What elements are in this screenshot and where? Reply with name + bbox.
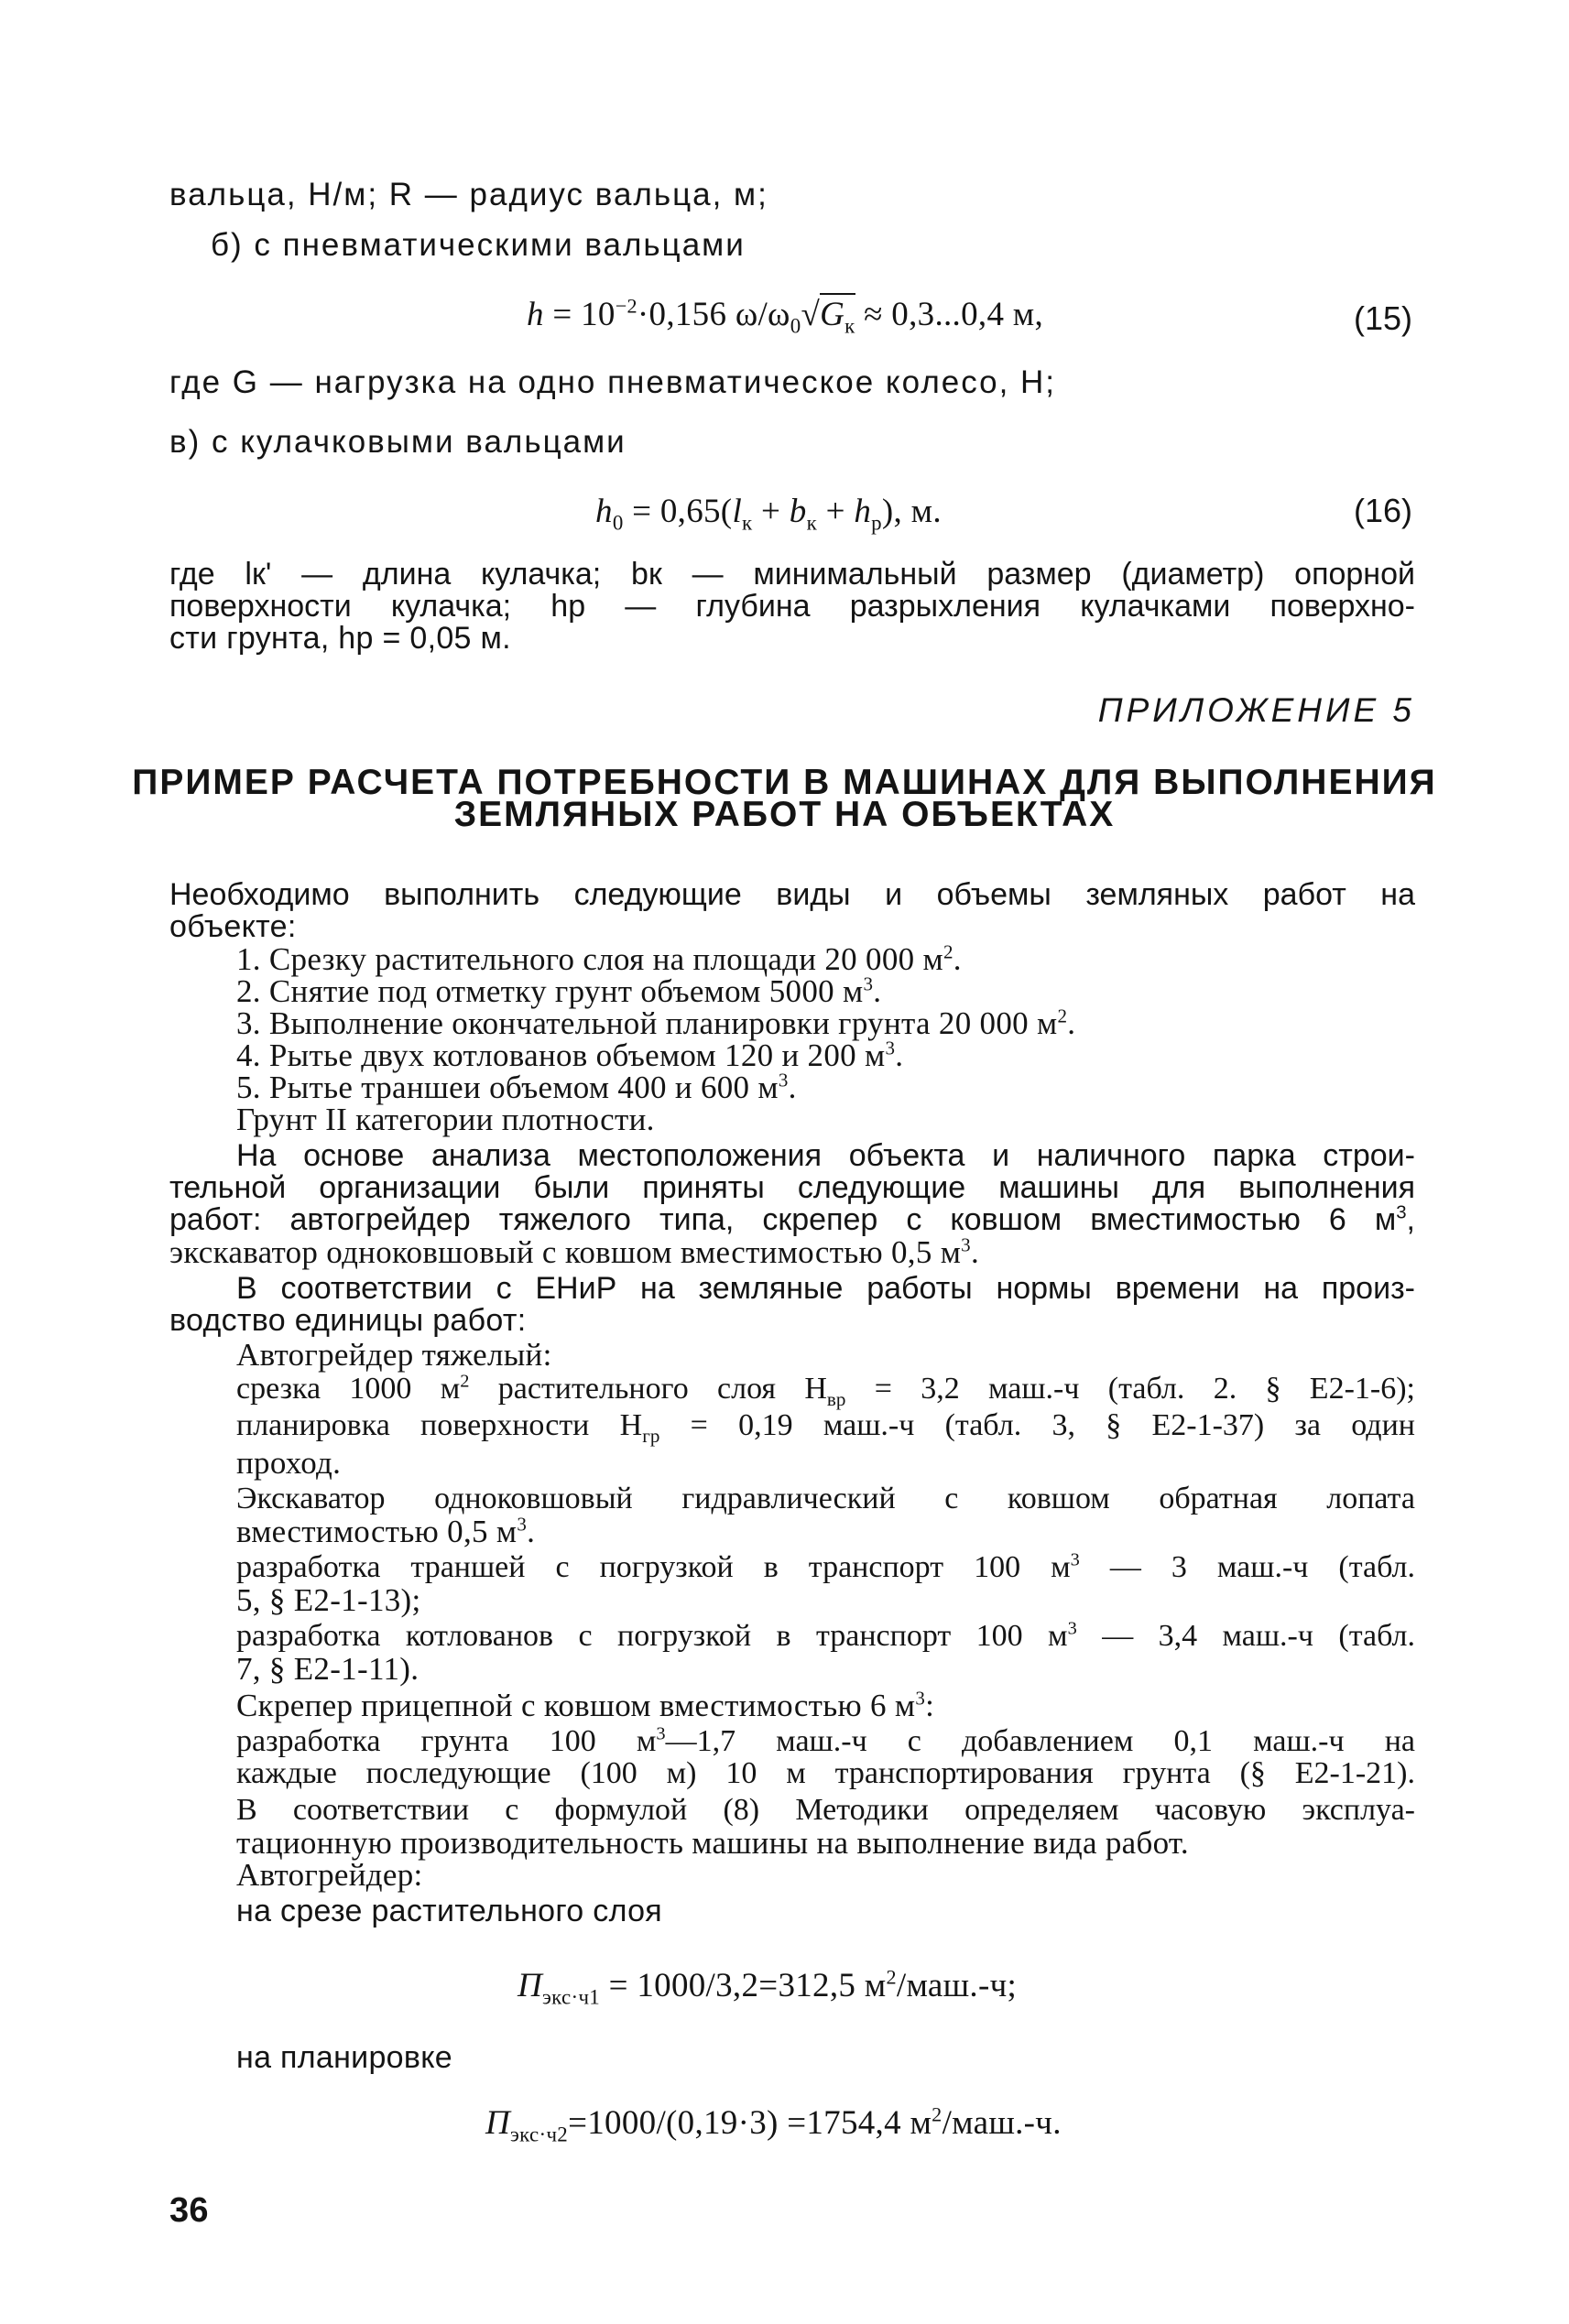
grader-subheading: Автогрейдер: xyxy=(236,1857,423,1893)
list-item-5: 5. Рытье траншеи объемом 400 и 600 $м^3$. xyxy=(236,1069,797,1105)
scraper-norm-cont: каждые последующие (100 м) 10 м транспортирования грунта (§ Е2-1-21). xyxy=(236,1756,1415,1790)
list-item-2: 2. Снятие под отметку грунт объемом 5000 $м^3$. xyxy=(236,972,882,1009)
grader-level-norm: планировка поверхности $Н_{гр} = 0,19$ маш.-ч (табл. 3, § Е2-1-37) за один xyxy=(236,1408,1415,1447)
text-line-1: вальца, Н/м; R — радиус вальца, м; xyxy=(169,177,768,212)
grader-cut-norm: срезка 1000 $м^2$ растительного слоя $Н_{вр} = 3,2$ маш.-ч (табл. 2. § Е2-1-6); xyxy=(236,1371,1415,1410)
section-heading-line-2: ЗЕМЛЯНЫХ РАБОТ НА ОБЪЕКТАХ xyxy=(453,795,1116,834)
excavator-capacity: вместимостью 0,5 $м^3$. xyxy=(236,1513,536,1549)
leveling-label: на планировке xyxy=(236,2040,453,2075)
equation-15: $h = 10^{-2}\cdot 0,156$ $\omega/\omega_0√G_к \approx 0,3...0,4$ м, xyxy=(527,294,1044,338)
equation-15-number: (15) xyxy=(1354,299,1413,337)
equation-16-number: (16) xyxy=(1354,492,1413,529)
text-line-3: где G — нагрузка на одно пневматическое колесо, Н; xyxy=(169,364,1057,400)
paragraph-enir-1: В соответствии с ЕНиР на земляные работы нормы времени на произ- xyxy=(236,1271,1415,1306)
paragraph-enir-2: водство единицы работ: xyxy=(169,1303,527,1338)
scraper-heading: Скрепер прицепной с ковшом вместимостью 6 $м^3$: xyxy=(236,1687,935,1723)
text-line-vallca xyxy=(169,179,768,211)
excavator-heading: Экскаватор одноковшовый гидравлический с ковшом обратная лопата xyxy=(236,1482,1415,1515)
list-item-4: 4. Рытье двух котлованов объемом 120 и 200 $м^3$. xyxy=(236,1037,904,1073)
soil-category: Грунт II категории плотности. xyxy=(236,1102,655,1137)
list-item-v: в) с кулачковыми вальцами xyxy=(169,424,627,460)
excavator-pit-norm-cont: 7, § Е2-1-11). xyxy=(236,1651,419,1687)
excavator-pit-norm: разработка котлованов с погрузкой в транспорт 100 $м^3$ — 3,4 маш.-ч (табл. xyxy=(236,1618,1415,1653)
appendix-label: ПРИЛОЖЕНИЕ 5 xyxy=(1097,691,1415,729)
paragraph-machines-2: тельной организации были приняты следующие машины для выполнения xyxy=(169,1170,1415,1205)
section-heading-line-1: ПРИМЕР РАСЧЕТА ПОТРЕБНОСТИ В МАШИНАХ ДЛЯ ВЫПОЛНЕНИЯ xyxy=(132,763,1437,802)
excavator-trench-norm: разработка траншей с погрузкой в транспорт 100 $м^3$ — 3 маш.-ч (табл. xyxy=(236,1549,1415,1584)
list-item-3: 3. Выполнение окончательной планировки грунта 20 000 $м^2$. xyxy=(236,1005,1076,1041)
equation-productivity-2: $П_{экс\cdot ч2}=1000/(0,19\cdot 3) =1754,4$ $м^2/маш.-ч$. xyxy=(485,2102,1062,2146)
paragraph-intro-cont: объекте: xyxy=(169,909,297,944)
scraper-norm: разработка грунта 100 $м^3—1,7$ маш.-ч с добавлением 0,1 маш.-ч на xyxy=(236,1723,1415,1758)
list-item-1: 1. Срезку растительного слоя на площади 20 000 $м^2$. xyxy=(236,940,962,977)
page-number: 36 xyxy=(169,2191,209,2230)
paragraph-machines-4: экскаватор одноковшовый с ковшом вместимостью 0,5 $м^3$. xyxy=(169,1233,980,1270)
list-item-b: б) с пневматическими вальцами xyxy=(211,227,746,263)
text-line-5: где lк' — длина кулачка; bк — минимальный размер (диаметр) опорной xyxy=(169,557,1415,592)
excavator-trench-norm-cont: 5, § Е2-1-13); xyxy=(236,1582,421,1618)
text-line-6: поверхности кулачка; hр — глубина разрыхления кулачками поверхно- xyxy=(169,589,1415,624)
grader-heading: Автогрейдер тяжелый: xyxy=(236,1337,552,1373)
paragraph-formula-2: тационную производительность машины на выполнение вида работ. xyxy=(236,1825,1189,1861)
equation-16: $h_0 = 0,65(l_к + b_к + h_р)$, м. xyxy=(595,493,942,535)
paragraph-intro: Необходимо выполнить следующие виды и объемы земляных работ на xyxy=(169,877,1415,912)
equation-productivity-1: $П_{экс\cdot ч1} = 1000/3,2=312,5$ $м^2/маш.-ч$; xyxy=(518,1965,1018,2009)
paragraph-machines-3: работ: автогрейдер тяжелого типа, скрепер с ковшом вместимостью 6 $м^3$, xyxy=(169,1202,1415,1237)
paragraph-machines-1: На основе анализа местоположения объекта и наличного парка строи- xyxy=(236,1138,1415,1173)
paragraph-formula-1: В соответствии с формулой (8) Методики определяем часовую эксплуа- xyxy=(236,1793,1415,1827)
text-line-7: сти грунта, hр = 0,05 м. xyxy=(169,621,511,656)
grader-level-norm-cont: проход. xyxy=(236,1445,342,1481)
cut-layer-label: на срезе растительного слоя xyxy=(236,1894,663,1928)
